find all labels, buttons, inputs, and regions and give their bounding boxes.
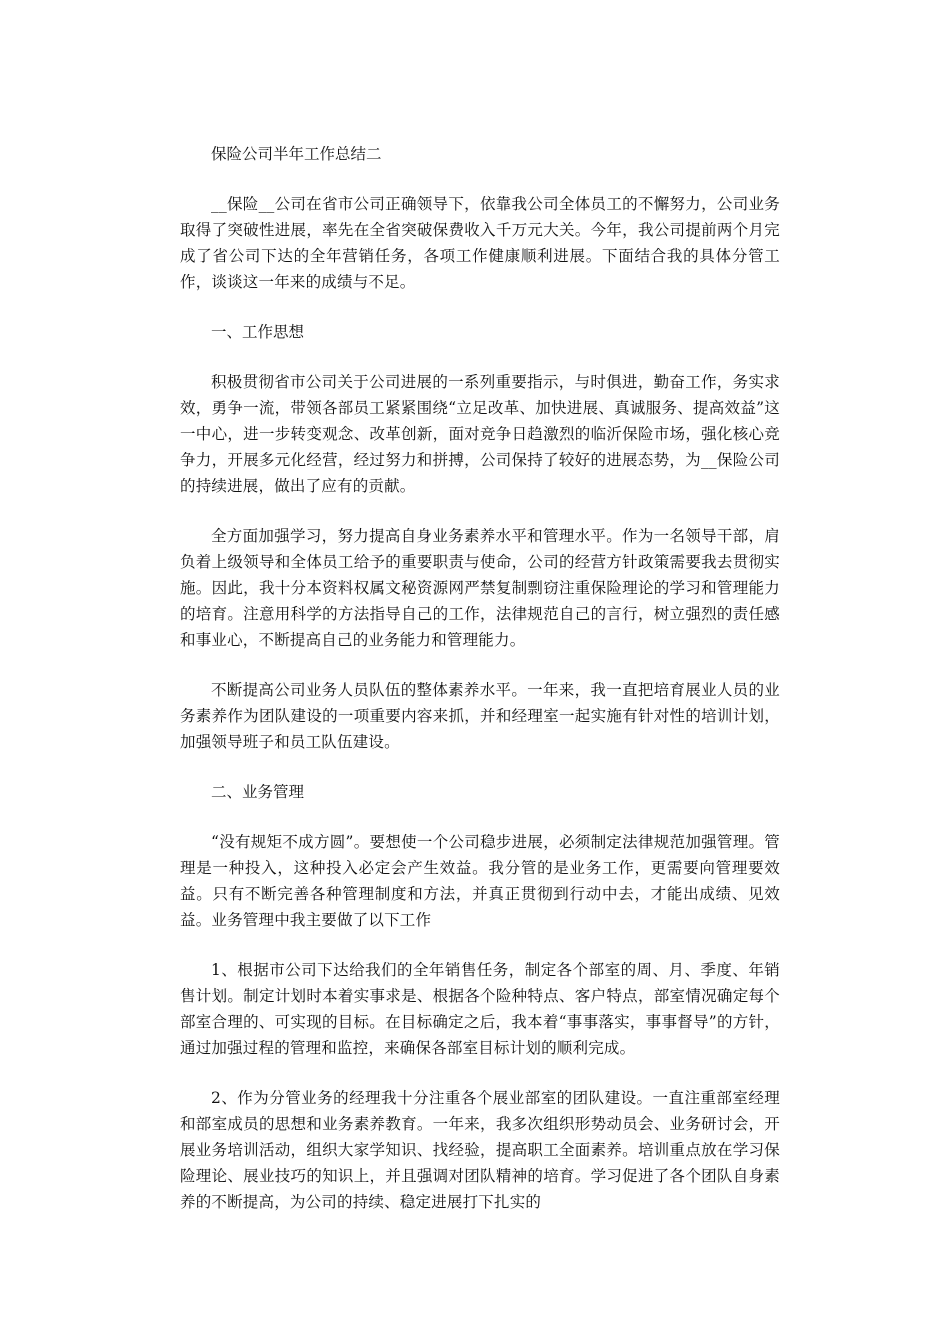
paragraph-rules: “没有规矩不成方圆”。要想使一个公司稳步进展，必须制定法律规范加强管理。管理是一种投入，这种投入必定会产生效益。我分管的是业务工作，更需要向管理要效益。只有不断完善各种管理制度和方法，并真正贯彻到行动中去，才能出成绩、见效益。业务管理中我主要做了以下工作: [180, 833, 780, 929]
section-heading-business-management: 二、业务管理: [211, 783, 305, 801]
document-page: [180, 141, 780, 1239]
document-title: 保险公司半年工作总结二: [211, 145, 382, 163]
paragraph-item-2: 2、作为分管业务的经理我十分注重各个展业部室的团队建设。一直注重部室经理和部室成员的思想和业务素养教育。一年来，我多次组织形势动员会、业务研讨会，开展业务培训活动，组织大家学知识、找经验，提高职工全面素养。培训重点放在学习保险理论、展业技巧的知识上，并且强调对团队精神的培育。学习促进了各个团队自身素养的不断提高，为公司的持续、稳定进展打下扎实的: [180, 1089, 780, 1211]
paragraph-thought: 积极贯彻省市公司关于公司进展的一系列重要指示，与时俱进，勤奋工作，务实求效，勇争一流，带领各部员工紧紧围绕“立足改革、加快进展、真诚服务、提高效益”这一中心，进一步转变观念、改革创新，面对竞争日趋激烈的临沂保险市场，强化核心竞争力，开展多元化经营，经过努力和拼搏，公司保持了较好的进展态势，为__保险公司的持续进展，做出了应有的贡献。: [180, 373, 780, 495]
paragraph-item-1: 1、根据市公司下达给我们的全年销售任务，制定各个部室的周、月、季度、年销售计划。制定计划时本着实事求是、根据各个险种特点、客户特点，部室情况确定每个部室合理的、可实现的目标。在目标确定之后，我本着“事事落实，事事督导”的方针，通过加强过程的管理和监控，来确保各部室目标计划的顺利完成。: [180, 961, 780, 1057]
section-heading-work-thought: 一、工作思想: [211, 323, 305, 341]
paragraph-study: 全方面加强学习，努力提高自身业务素养水平和管理水平。作为一名领导干部，肩负着上级领导和全体员工给予的重要职责与使命，公司的经营方针政策需要我去贯彻实施。因此，我十分本资料权属文秘资源网严禁复制剽窃注重保险理论的学习和管理能力的培育。注意用科学的方法指导自己的工作，法律规范自己的言行，树立强烈的责任感和事业心，不断提高自己的业务能力和管理能力。: [180, 527, 780, 649]
paragraph-intro: __保险__公司在省市公司正确领导下，依靠我公司全体员工的不懈努力，公司业务取得了突破性进展，率先在全省突破保费收入千万元大关。今年，我公司提前两个月完成了省公司下达的全年营销任务，各项工作健康顺利进展。下面结合我的具体分管工作，谈谈这一年来的成绩与不足。: [180, 195, 780, 291]
paragraph-team-quality: 不断提高公司业务人员队伍的整体素养水平。一年来，我一直把培育展业人员的业务素养作为团队建设的一项重要内容来抓，并和经理室一起实施有针对性的培训计划，加强领导班子和员工队伍建设。: [180, 681, 780, 751]
